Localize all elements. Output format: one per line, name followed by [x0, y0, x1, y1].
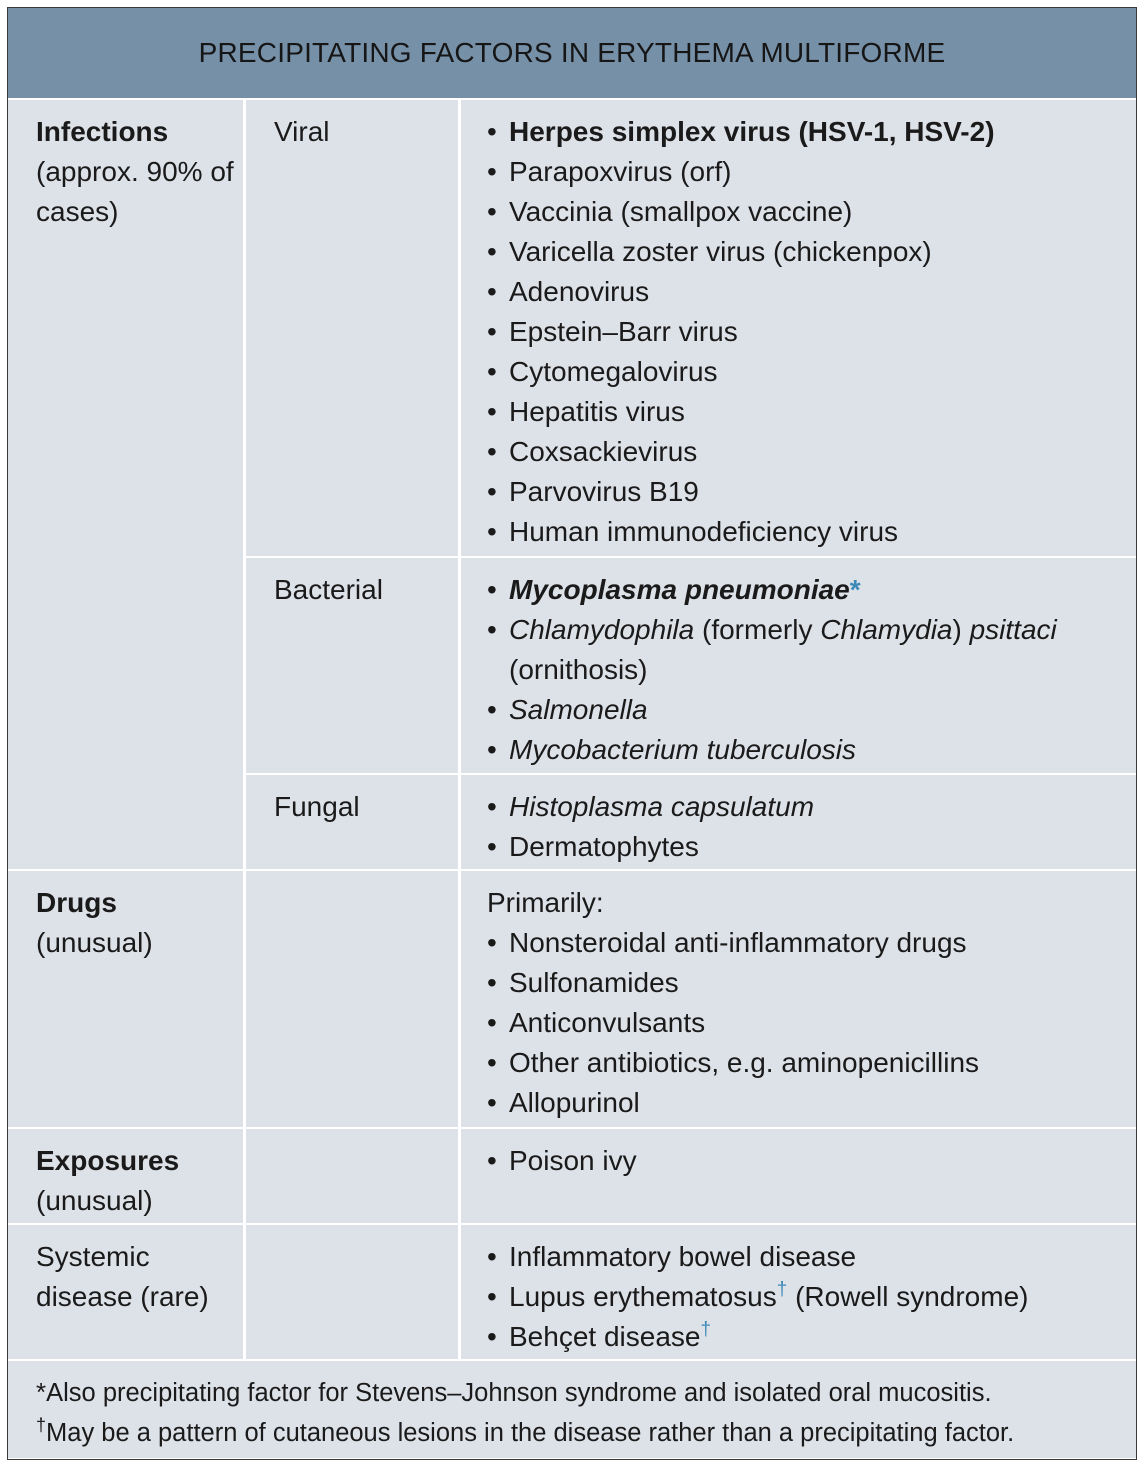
item-text: Nonsteroidal anti-inflammatory drugs — [509, 927, 967, 958]
list-item — [487, 1317, 1136, 1357]
footnote-text: May be a pattern of cutaneous lesions in the disease rather than a precipitating factor. — [46, 1419, 1015, 1447]
list-item — [487, 730, 1136, 770]
item-text: Chlamydia — [820, 614, 953, 645]
item-text: Salmonella — [509, 694, 648, 725]
item-text: Coxsackievirus — [509, 436, 698, 467]
list-item — [487, 1043, 1136, 1083]
list-item — [487, 352, 1136, 392]
item-text: (ornithosis) — [509, 654, 648, 685]
item-text: (Rowell syndrome) — [787, 1281, 1029, 1312]
item-text: Anticonvulsants — [509, 1007, 706, 1038]
subcategory-cell — [246, 558, 458, 773]
item-text: Cytomegalovirus — [509, 356, 718, 387]
item-text: Vaccinia (smallpox vaccine) — [509, 196, 853, 227]
subcategory-cell — [246, 1129, 458, 1223]
list-item — [487, 112, 1136, 152]
item-text: Mycoplasma pneumoniae — [509, 574, 850, 605]
item-text: Dermatophytes — [509, 831, 699, 862]
item-text: Human immunodeficiency virus — [509, 516, 899, 547]
list-item — [487, 392, 1136, 432]
precipitating-factors-table — [7, 7, 1137, 1460]
footnote-text: Also precipitating factor for Stevens–Johnson syndrome and isolated oral mucositis. — [46, 1379, 992, 1407]
list-item — [487, 512, 1136, 552]
item-text: Adenovirus — [509, 276, 650, 307]
item-text: Chlamydophila — [509, 614, 695, 645]
footnote — [36, 1413, 1136, 1453]
category-note: Systemic disease (rare) — [36, 1241, 209, 1312]
list-item — [487, 610, 1136, 690]
category-cell — [8, 1225, 243, 1359]
subcategory-label: Bacterial — [274, 574, 383, 605]
footnote-symbol: † — [36, 1415, 47, 1435]
item-text: Parvovirus B19 — [509, 476, 699, 507]
list-item — [487, 1237, 1136, 1277]
item-text: Lupus erythematosus — [509, 1281, 777, 1312]
factors-cell — [461, 1129, 1136, 1223]
item-text: Inflammatory bowel disease — [509, 1241, 857, 1272]
list-item — [487, 1083, 1136, 1123]
category-label: Infections — [36, 116, 169, 147]
subcategory-cell — [246, 871, 458, 1127]
list-item — [487, 1277, 1136, 1317]
item-text: Sulfonamides — [509, 967, 679, 998]
dagger-marker: † — [776, 1279, 788, 1300]
item-text: Parapoxvirus (orf) — [509, 156, 732, 187]
asterisk-marker: * — [849, 574, 861, 605]
item-text: Hepatitis virus — [509, 396, 685, 427]
item-text: psittaci — [969, 614, 1057, 645]
subcategory-label: Viral — [274, 116, 330, 147]
list-item — [487, 192, 1136, 232]
footnotes — [8, 1361, 1136, 1458]
dagger-marker: † — [700, 1319, 712, 1340]
list-item — [487, 1141, 1136, 1181]
factors-cell — [461, 775, 1136, 869]
item-text: Poison ivy — [509, 1145, 637, 1176]
category-cell — [8, 871, 243, 1127]
category-label: Exposures — [36, 1145, 180, 1176]
subcategory-cell — [246, 100, 458, 556]
list-item — [487, 923, 1136, 963]
item-text: Behçet disease — [509, 1321, 701, 1352]
item-text: (formerly — [694, 614, 821, 645]
factors-cell — [461, 100, 1136, 556]
item-text: Epstein–Barr virus — [509, 316, 738, 347]
item-text: Varicella zoster virus (chickenpox) — [509, 236, 932, 267]
list-item — [487, 432, 1136, 472]
list-item — [487, 312, 1136, 352]
item-text: Other antibiotics, e.g. aminopenicillins — [509, 1047, 980, 1078]
list-item — [487, 690, 1136, 730]
list-intro: Primarily: — [487, 887, 604, 918]
category-note: (unusual) — [36, 1185, 153, 1216]
list-item — [487, 232, 1136, 272]
list-item — [487, 272, 1136, 312]
footnote-symbol: * — [36, 1377, 47, 1407]
item-text: Mycobacterium tuberculosis — [509, 734, 857, 765]
item-text: ) — [952, 614, 970, 645]
list-item — [487, 570, 1136, 610]
item-text: Herpes simplex virus (HSV-1, HSV-2) — [509, 116, 995, 147]
category-label: Drugs — [36, 887, 117, 918]
list-item — [487, 787, 1136, 827]
category-note: (approx. 90% of cases) — [36, 156, 234, 227]
footnote — [36, 1373, 1136, 1413]
list-item — [487, 963, 1136, 1003]
subcategory-cell — [246, 775, 458, 869]
list-item — [487, 472, 1136, 512]
table-title: PRECIPITATING FACTORS IN ERYTHEMA MULTIFORME — [8, 8, 1136, 98]
factors-cell — [461, 558, 1136, 773]
item-text: Allopurinol — [509, 1087, 640, 1118]
list-item — [487, 152, 1136, 192]
list-item — [487, 1003, 1136, 1043]
list-item — [487, 827, 1136, 867]
subcategory-label: Fungal — [274, 791, 360, 822]
category-cell — [8, 100, 243, 869]
subcategory-cell — [246, 1225, 458, 1359]
factors-cell — [461, 1225, 1136, 1359]
category-note: (unusual) — [36, 927, 153, 958]
item-text: Histoplasma capsulatum — [509, 791, 815, 822]
category-cell — [8, 1129, 243, 1223]
factors-cell — [461, 871, 1136, 1127]
